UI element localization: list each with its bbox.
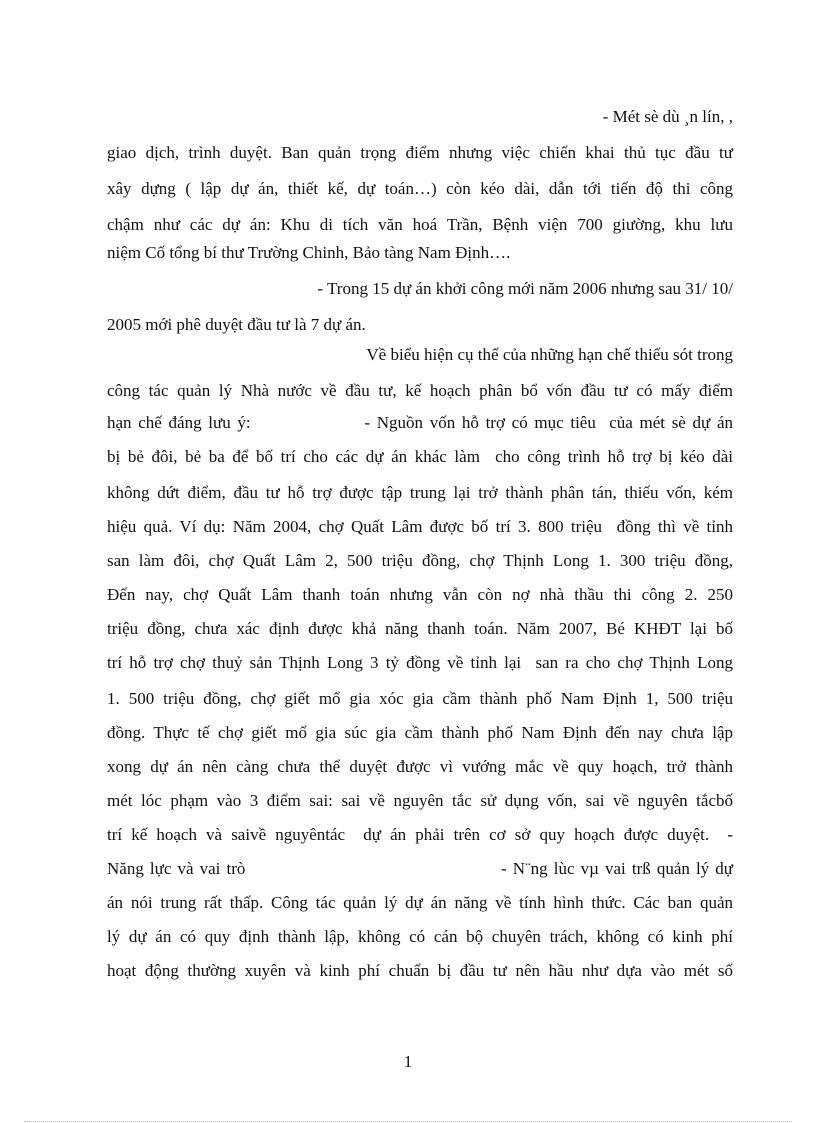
- text-line: san làm đôi, chợ Quất Lâm 2, 500 triệu đồng, chợ Thịnh Long 1. 300 triệu đồng,: [107, 551, 733, 570]
- page-number: 1: [403, 1052, 413, 1071]
- text-line: mét lóc phạm vào 3 điểm sai: sai về nguyên tắc sử dụng vốn, sai về nguyên tắcbố: [107, 791, 733, 810]
- text-line: hiệu quả. Ví dụ: Năm 2004, chợ Quất Lâm được bố trí 3. 800 triệu đồng thì về tỉnh: [107, 517, 733, 536]
- text-line: - Mét sè dù ¸n lín, ,: [602, 107, 733, 126]
- text-line: công tác quản lý Nhà nước về đầu tư, kế hoạch phân bổ vốn đầu tư có mấy điểm: [107, 381, 733, 400]
- page-bottom-divider: [24, 1121, 792, 1122]
- text-line: án nói trung rất thấp. Công tác quản lý dự án năng về tính hình thức. Các ban quản: [107, 893, 733, 912]
- text-line: đồng. Thực tế chợ giết mổ gia súc gia cầm thành phố Nam Định đến nay chưa lập: [107, 723, 733, 742]
- text-line: niệm Cố tổng bí thư Trường Chinh, Bảo tàng Nam Định….: [107, 243, 511, 262]
- text-line: Năng lực và vai trò - N¨ng lùc vµ vai trß quản lý dự: [107, 859, 733, 878]
- text-line: Đến nay, chợ Quất Lâm thanh toán nhưng vẫn còn nợ nhà thầu thi công 2. 250: [107, 585, 733, 604]
- text-line: 2005 mới phê duyệt đầu tư là 7 dự án.: [107, 315, 366, 334]
- text-line: chậm như các dự án: Khu di tích văn hoá Trần, Bệnh viện 700 giường, khu lưu: [107, 215, 733, 234]
- text-line: trí hỗ trợ chợ thuỷ sản Thịnh Long 3 tỷ đồng về tỉnh lại san ra cho chợ Thịnh Long: [107, 653, 733, 672]
- text-line: triệu đồng, chưa xác định được khả năng thanh toán. Năm 2007, Bé KHĐT lại bố: [107, 619, 733, 638]
- text-line: xây dựng ( lập dự án, thiết kế, dự toán…) còn kéo dài, dẫn tới tiến độ thi công: [107, 179, 733, 198]
- text-line: trí kế hoạch và saivề nguyêntác dự án phải trên cơ sở quy hoạch được duyệt. -: [107, 825, 733, 844]
- text-line: hạn chế đáng lưu ý: - Nguồn vốn hỗ trợ có mục tiêu của mét sè dự án: [107, 413, 733, 432]
- text-line: hoạt động thường xuyên và kinh phí chuẩn bị đầu tư nên hầu như dựa vào mét số: [107, 961, 733, 980]
- text-line: xong dự án nên càng chưa thể duyệt được vì vướng mắc về quy hoạch, trở thành: [107, 757, 733, 776]
- text-line: bị bẻ đôi, bẻ ba để bố trí cho các dự án khác làm cho công trình hỗ trợ bị kéo dài: [107, 447, 733, 466]
- text-line: lý dự án có quy định thành lập, không có cán bộ chuyên trách, không có kinh phí: [107, 927, 733, 946]
- text-line: Về biểu hiện cụ thể của những hạn chế thiếu sót trong: [366, 345, 733, 364]
- text-line: 1. 500 triệu đồng, chợ giết mổ gia xóc gia cầm thành phố Nam Định 1, 500 triệu: [107, 689, 733, 708]
- text-line: - Trong 15 dự án khởi công mới năm 2006 nhưng sau 31/ 10/: [317, 279, 733, 298]
- text-line: không dứt điểm, đầu tư hỗ trợ được tập trung lại trở thành phân tán, thiếu vốn, kém: [107, 483, 733, 502]
- text-line: giao dịch, trình duyệt. Ban quản trọng điểm nhưng việc chiển khai thủ tục đầu tư: [107, 143, 733, 162]
